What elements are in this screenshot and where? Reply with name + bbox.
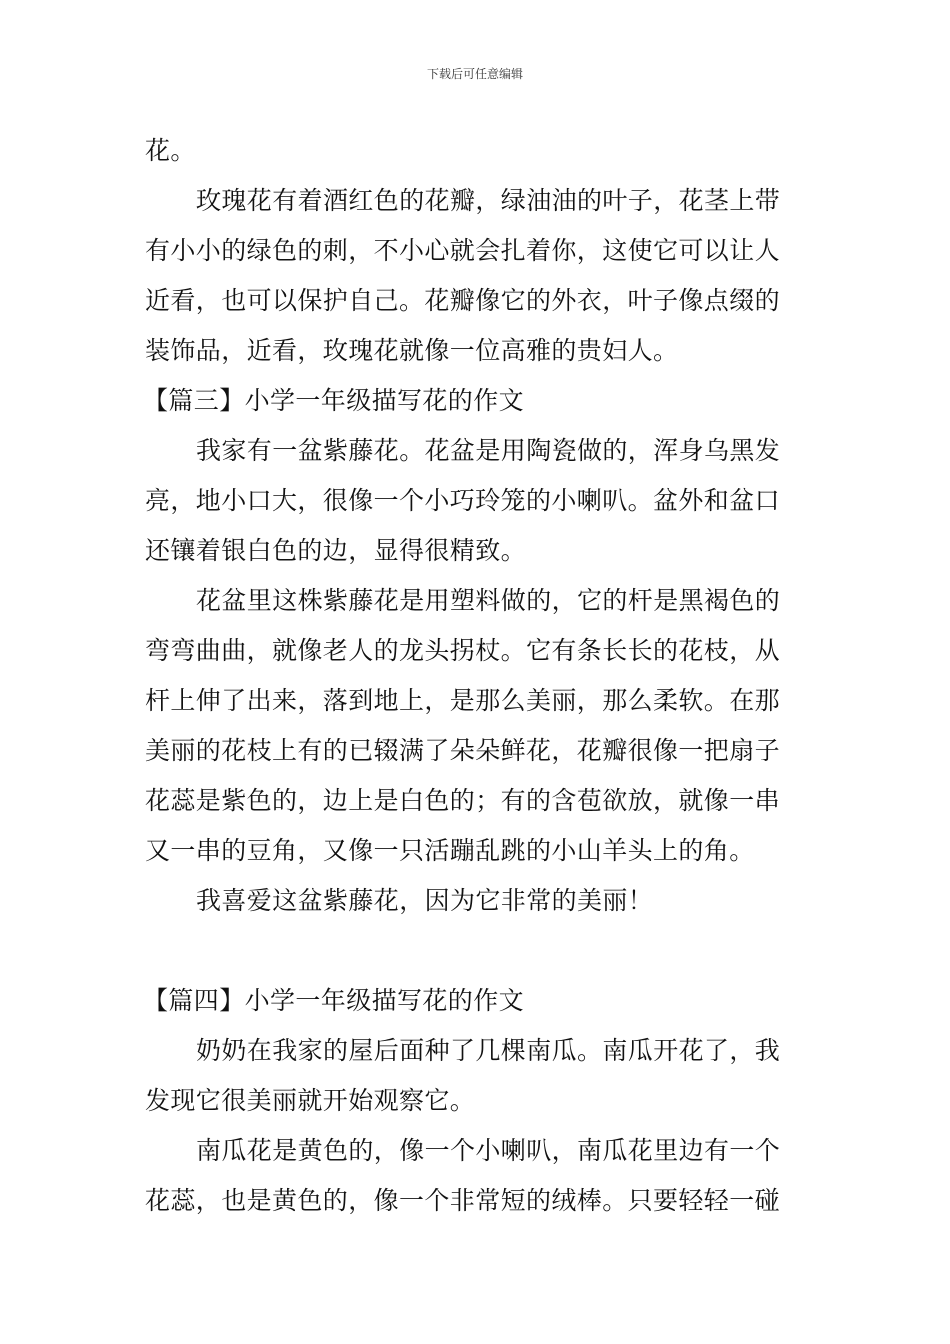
paragraph-line: 我家有一盆紫藤花。花盆是用陶瓷做的，浑身乌黑发 — [196, 436, 781, 465]
section-heading: 【篇三】小学一年级描写花的作文 — [143, 386, 525, 415]
paragraph-line: 又一串的豆角，又像一只活蹦乱跳的小山羊头上的角。 — [145, 836, 755, 865]
paragraph-line: 我喜爱这盆紫藤花，因为它非常的美丽！ — [196, 886, 654, 915]
paragraph-line: 玫瑰花有着酒红色的花瓣，绿油油的叶子，花茎上带 — [196, 186, 781, 215]
paragraph-line: 装饰品，近看，玫瑰花就像一位高雅的贵妇人。 — [145, 336, 679, 365]
paragraph-line: 发现它很美丽就开始观察它。 — [145, 1086, 476, 1115]
paragraph-line: 花蕊是紫色的，边上是白色的；有的含苞欲放，就像一串 — [145, 786, 781, 815]
paragraph-line: 奶奶在我家的屋后面种了几棵南瓜。南瓜开花了，我 — [196, 1036, 781, 1065]
paragraph-line: 美丽的花枝上有的已辍满了朵朵鲜花，花瓣很像一把扇子 — [145, 736, 781, 765]
paragraph-line: 还镶着银白色的边，显得很精致。 — [145, 536, 527, 565]
paragraph-line: 杆上伸了出来，落到地上，是那么美丽，那么柔软。在那 — [145, 686, 781, 715]
paragraph-line: 南瓜花是黄色的，像一个小喇叭，南瓜花里边有一个 — [196, 1136, 781, 1165]
paragraph-line: 弯弯曲曲，就像老人的龙头拐杖。它有条长长的花枝，从 — [145, 636, 781, 665]
section-heading: 【篇四】小学一年级描写花的作文 — [143, 986, 525, 1015]
paragraph-line: 近看，也可以保护自己。花瓣像它的外衣，叶子像点缀的 — [145, 286, 781, 315]
paragraph-line: 花盆里这株紫藤花是用塑料做的，它的杆是黑褐色的 — [196, 586, 781, 615]
blank-line — [145, 926, 810, 976]
document-body — [145, 126, 810, 1226]
paragraph-line: 花。 — [145, 136, 196, 165]
paragraph-line: 有小小的绿色的刺，不小心就会扎着你，这使它可以让人 — [145, 236, 781, 265]
page-header: 下载后可任意编辑 — [426, 67, 523, 81]
paragraph-line: 亮，地小口大，很像一个小巧玲笼的小喇叭。盆外和盆口 — [145, 486, 781, 515]
paragraph-line: 花蕊，也是黄色的，像一个非常短的绒棒。只要轻轻一碰 — [145, 1186, 781, 1215]
